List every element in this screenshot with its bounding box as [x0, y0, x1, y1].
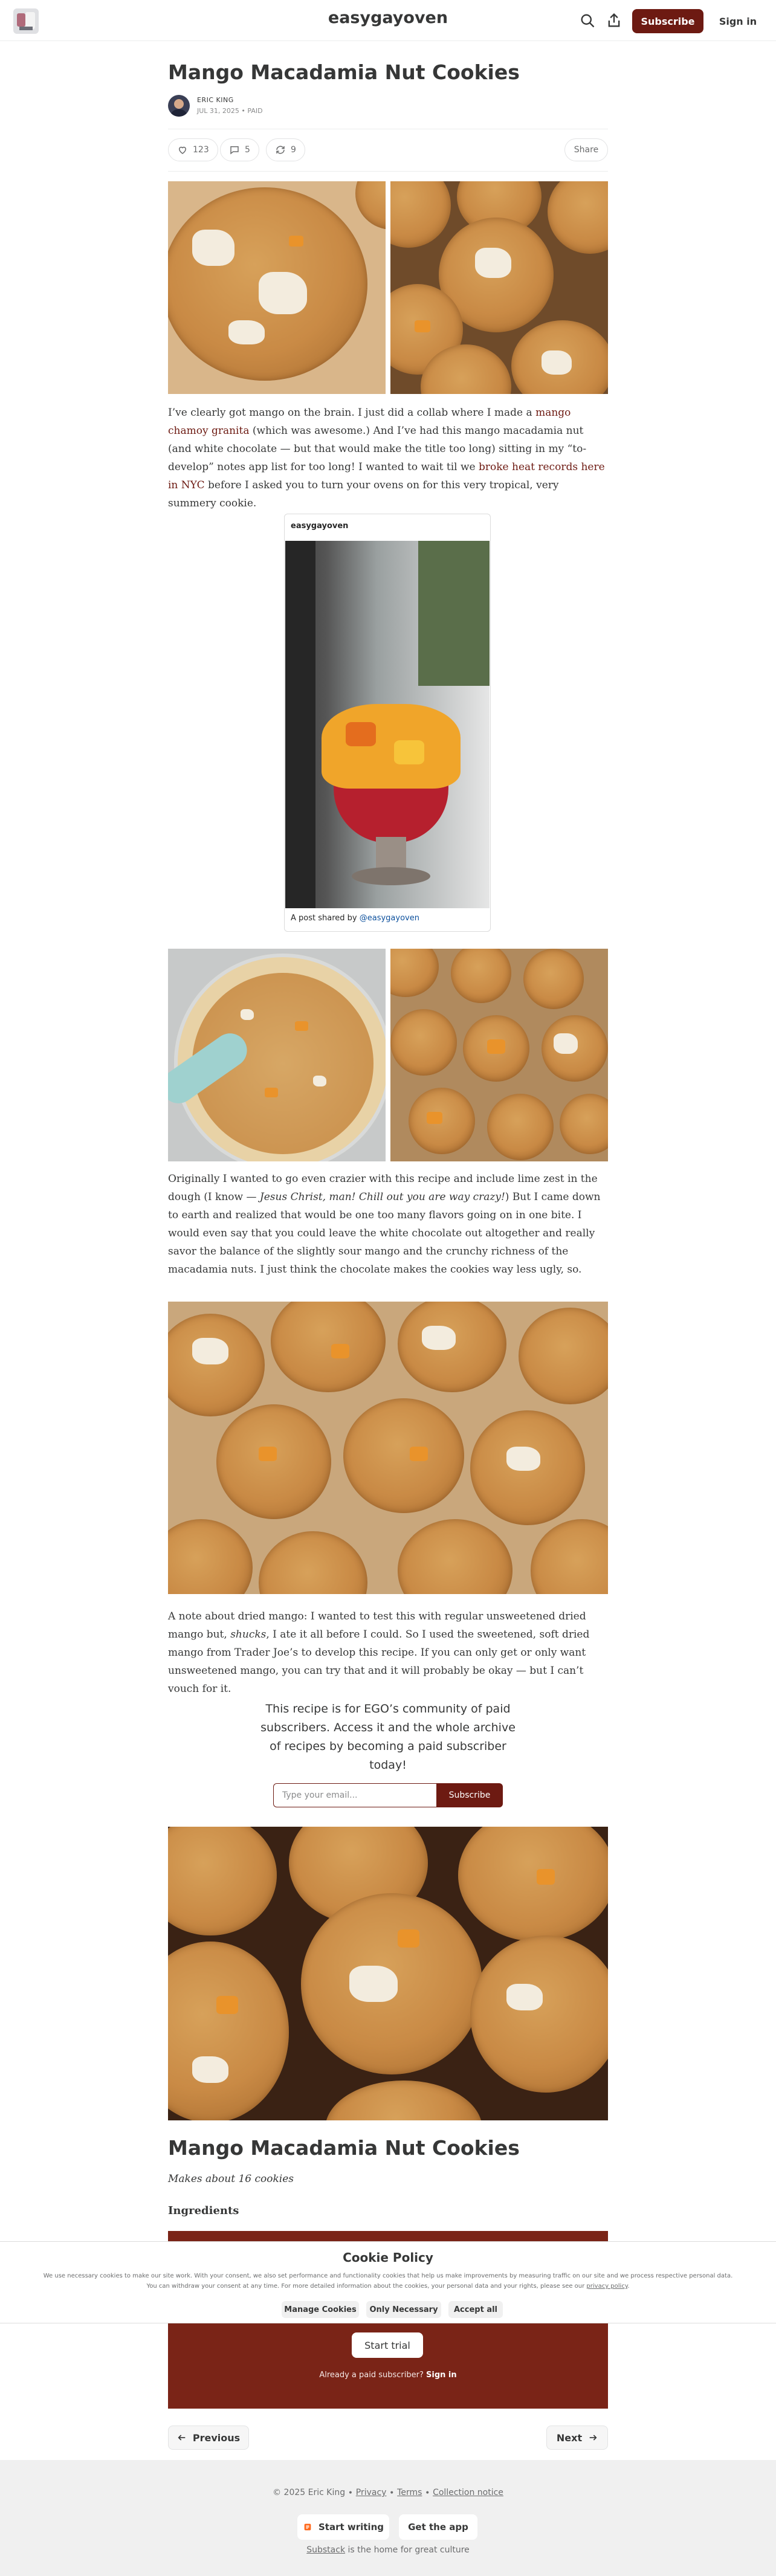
post-date: JUL 31, 2025 • PAID	[197, 107, 263, 115]
comment-count: 5	[245, 145, 250, 155]
substack-link[interactable]: Substack	[306, 2545, 346, 2555]
page-footer	[0, 2460, 776, 2576]
heart-icon	[177, 144, 188, 155]
intro-paragraph: I’ve clearly got mango on the brain. I just did a collab where I made a mango chamoy granita (which was awesome.) And I’ve had this mango macadamia nut (and white chocolate — but that would make the title too long) sitting in my “to-develop” notes app list for too long! I wanted to wait til we broke heat records here in NYC before I asked you to turn your ovens on for this very tropical, very summery cookie.	[168, 407, 605, 509]
recipe-yield: Makes about 16 cookies	[168, 2173, 294, 2185]
privacy-policy-link[interactable]: privacy policy	[586, 2283, 628, 2290]
instagram-caption: A post shared by @easygayoven	[291, 914, 419, 923]
footer-tagline: Substack is the home for great culture	[306, 2545, 470, 2555]
heat-records-link[interactable]: broke heat records here in NYC	[168, 461, 605, 491]
author-avatar[interactable]	[168, 95, 190, 117]
cookie-dough-balls-photo[interactable]	[390, 949, 608, 1161]
recipe-title: Mango Macadamia Nut Cookies	[168, 2136, 520, 2160]
previous-post-button[interactable]: Previous	[168, 2426, 249, 2450]
arrow-right-icon	[588, 2433, 598, 2442]
mango-granita-link[interactable]: mango chamoy granita	[168, 407, 571, 437]
email-input[interactable]	[273, 1783, 436, 1807]
post-title: Mango Macadamia Nut Cookies	[168, 60, 520, 84]
sign-in-button[interactable]: Sign in	[711, 9, 765, 33]
manage-cookies-button[interactable]: Manage Cookies	[282, 2301, 359, 2318]
comment-button[interactable]	[220, 138, 259, 161]
cookie-photo-closeup[interactable]	[168, 181, 386, 394]
cookie-policy-title: Cookie Policy	[343, 2250, 433, 2265]
like-count: 123	[193, 145, 209, 155]
top-navigation	[0, 0, 776, 41]
paywall-subscribe-button[interactable]: Subscribe	[436, 1783, 503, 1807]
site-title[interactable]: easygayoven	[328, 8, 448, 27]
divider	[168, 171, 608, 172]
cookie-photo-tray[interactable]	[390, 181, 608, 394]
already-subscriber-text: Already a paid subscriber? Sign in	[319, 2371, 457, 2380]
search-icon[interactable]	[579, 12, 596, 29]
accept-all-button[interactable]: Accept all	[448, 2301, 503, 2318]
terms-link[interactable]: Terms	[397, 2488, 422, 2497]
author-name[interactable]: ERIC KING	[197, 96, 234, 104]
dried-mango-paragraph: A note about dried mango: I wanted to test this with regular unsweetened dried mango but, shucks, I ate it all before I could. So I used the sweetened, soft dried mango from Trader Joe’s to develop this recipe. If you can only get or only want unsweetened mango, you can try that and it will probably be okay — but I can’t vouch for it.	[168, 1610, 590, 1695]
cookie-dough-photo[interactable]	[168, 949, 386, 1161]
start-writing-button[interactable]: Start writing	[297, 2514, 389, 2540]
get-the-app-button[interactable]: Get the app	[399, 2514, 477, 2540]
restack-icon	[275, 144, 286, 155]
trial-sign-in-link[interactable]: Sign in	[426, 2371, 457, 2380]
paywall-message: This recipe is for EGO’s community of paid subscribers. Access it and the whole archive of recipes by becoming a paid subscriber today!	[260, 1702, 516, 1772]
share-icon[interactable]	[606, 12, 622, 29]
footer-links: © 2025 Eric King ∙ Privacy ∙ Terms ∙ Collection notice	[273, 2488, 503, 2497]
lime-zest-paragraph: Originally I wanted to go even crazier with this recipe and include lime zest in the dough (I know — Jesus Christ, man! Chill out you are way crazy!) But I came down to earth and realized that would be one too many flavors going on in one bite. I would even say that you could leave the white chocolate out altogether and really savor the balance of the slightly sour mango and the crunchy richness of the macadamia nuts. I just think the chocolate makes the cookies way less ugly, so.	[168, 1173, 601, 1276]
site-logo[interactable]	[13, 8, 39, 34]
pencil-icon	[303, 2522, 312, 2532]
cookie-policy-text: We use necessary cookies to make our site work. With your consent, we also set performance and functionality cookies that help us make improvements by measuring traffic on our site and we process respective personal data. You can withdraw your consent at any time. For more detailed information about the cookies, your personal data and your rights, please see our privacy policy.	[43, 2273, 733, 2290]
instagram-embed[interactable]	[284, 514, 491, 932]
restack-button[interactable]	[266, 138, 305, 161]
cookies-overhead-photo[interactable]	[168, 1302, 608, 1594]
privacy-link[interactable]: Privacy	[355, 2488, 387, 2497]
start-trial-button[interactable]: Start trial	[352, 2332, 423, 2358]
subscribe-button[interactable]: Subscribe	[632, 9, 703, 33]
only-necessary-button[interactable]: Only Necessary	[366, 2301, 441, 2318]
cookies-closeup-photo[interactable]	[168, 1827, 608, 2120]
share-button[interactable]: Share	[564, 138, 608, 161]
instagram-account[interactable]: easygayoven	[291, 521, 349, 531]
ingredients-heading: Ingredients	[168, 2204, 239, 2217]
comment-icon	[229, 144, 240, 155]
collection-notice-link[interactable]: Collection notice	[433, 2488, 503, 2497]
instagram-photo[interactable]	[285, 541, 490, 908]
next-post-button[interactable]: Next	[546, 2426, 608, 2450]
restack-count: 9	[291, 145, 296, 155]
arrow-left-icon	[177, 2433, 187, 2442]
cookie-policy-banner	[0, 2241, 776, 2323]
like-button[interactable]	[168, 138, 218, 161]
